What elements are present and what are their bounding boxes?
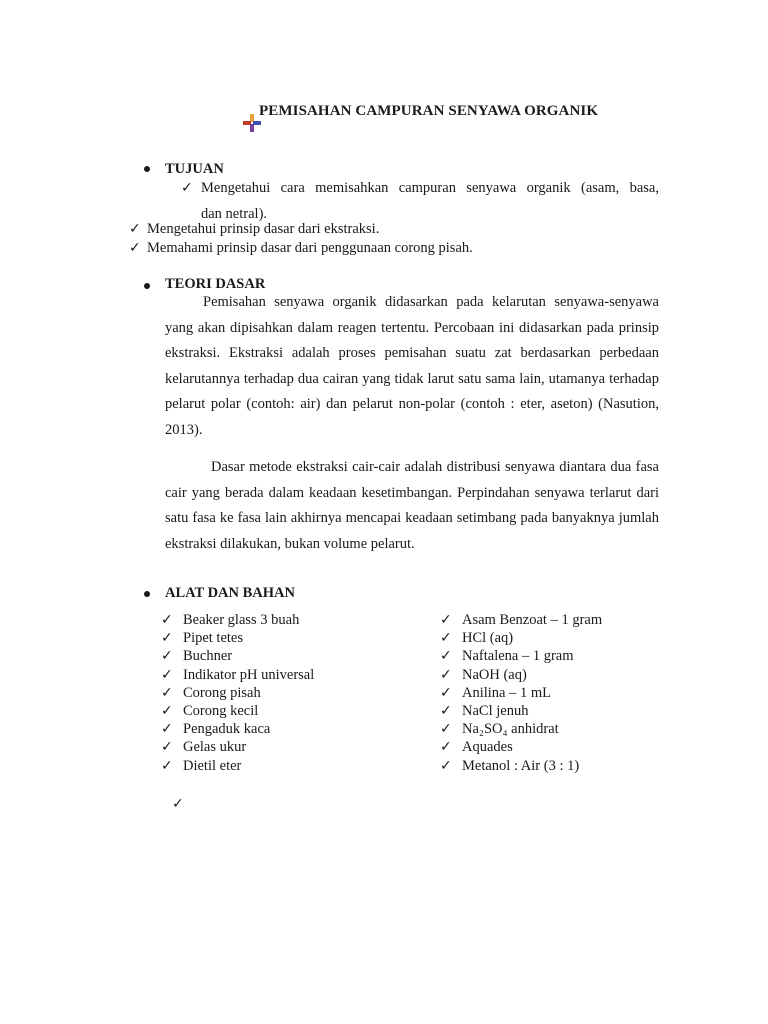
teori-paragraph-1-text: Pemisahan senyawa organik didasarkan pada kelarutan senyawa-senyawa yang akan dipisahkan dalam reagen tertentu. Percobaan ini didasarkan pada prinsip ekstraksi. Ekstraksi adalah proses pemisahan suatu zat berdasarkan perbedaan kelarutannya terhadap dua cairan yang tidak larut satu sama lain, utamanya terhadap pelarut polar (contoh: air) dan pelarut non-polar (contoh : eter, aseton) (Nasution, 2013).: [165, 294, 659, 438]
check-icon: ✓: [440, 684, 452, 701]
bahan-item-label: Naftalena – 1 gram: [462, 648, 574, 665]
bahan-item: [440, 685, 551, 702]
alat-item: [161, 703, 258, 720]
bahan-item-label: Asam Benzoat – 1 gram: [462, 612, 603, 628]
check-icon: ✓: [161, 721, 173, 738]
check-icon: ✓: [440, 703, 452, 719]
check-icon: ✓: [129, 240, 141, 256]
section-heading-teori: TEORI DASAR: [165, 276, 266, 292]
bullet-icon: [144, 166, 150, 172]
check-icon: ✓: [181, 180, 193, 196]
alat-item: [161, 667, 314, 684]
alat-item: [161, 758, 241, 775]
bahan-item: [440, 612, 602, 629]
tujuan-item-1: Mengetahui cara memisahkan campuran senyawa organik (asam, basa,: [201, 180, 659, 196]
section-heading-tujuan: TUJUAN: [165, 161, 224, 177]
check-icon: ✓: [440, 739, 452, 756]
bahan-item-label: Metanol : Air (3 : 1): [462, 757, 580, 774]
teori-paragraph-2: [165, 455, 659, 557]
page-title: PEMISAHAN CAMPURAN SENYAWA ORGANIK: [259, 103, 599, 119]
section-heading-alat: ALAT DAN BAHAN: [165, 585, 295, 601]
check-icon: ✓: [161, 757, 173, 774]
check-icon: ✓: [440, 630, 452, 647]
alat-item: [161, 612, 299, 629]
teori-paragraph-1: [165, 290, 659, 444]
bahan-item-label: NaOH (aq): [462, 666, 527, 683]
check-icon: ✓: [440, 666, 452, 683]
check-icon: ✓: [161, 630, 173, 647]
alat-item-label: Corong pisah: [183, 684, 261, 701]
check-icon: ✓: [440, 648, 452, 665]
tujuan-item-2: Mengetahui prinsip dasar dari ekstraksi.: [147, 221, 380, 237]
check-icon: ✓: [161, 666, 173, 683]
check-icon: ✓: [129, 221, 141, 237]
bahan-item: [440, 739, 513, 756]
bullet-icon: [144, 591, 150, 597]
check-icon: ✓: [161, 612, 173, 628]
alat-item-label: Indikator pH universal: [183, 666, 315, 683]
bahan-item-label: Aquades: [462, 739, 513, 756]
check-icon: ✓: [161, 703, 173, 719]
alat-item-label: Gelas ukur: [183, 739, 247, 756]
check-icon: ✓: [440, 757, 452, 774]
empty-check-icon: ✓: [172, 796, 184, 812]
bahan-item: [440, 758, 579, 775]
check-icon: ✓: [161, 684, 173, 701]
bahan-item-label: Anilina – 1 mL: [462, 684, 552, 701]
alat-item-label: Dietil eter: [183, 757, 242, 774]
alat-item: [161, 648, 232, 665]
alat-item-label: Buchner: [183, 648, 233, 665]
check-icon: ✓: [161, 739, 173, 756]
bahan-item: [440, 667, 527, 684]
alat-item-label: Beaker glass 3 buah: [183, 612, 300, 628]
alat-item: [161, 739, 246, 756]
alat-item: [161, 685, 261, 702]
bahan-item-label: HCl (aq): [462, 630, 514, 647]
bullet-icon: [144, 283, 150, 289]
tujuan-item-3: Memahami prinsip dasar dari penggunaan corong pisah.: [147, 240, 473, 256]
teori-paragraph-2-text: Dasar metode ekstraksi cair-cair adalah distribusi senyawa diantara dua fasa cair yang berada dalam keadaan kesetimbangan. Perpindahan senyawa terlarut dari satu fasa ke fasa lain akhirnya mencapai keadaan setimbang pada banyaknya jumlah ekstraksi dilakukan, bukan volume pelarut.: [165, 459, 659, 552]
bahan-item: [440, 630, 513, 647]
bahan-item: [440, 648, 574, 665]
check-icon: ✓: [161, 648, 173, 665]
alat-item: [161, 721, 270, 738]
alat-item-label: Corong kecil: [183, 703, 259, 719]
check-icon: ✓: [440, 612, 452, 628]
alat-item-label: Pipet tetes: [183, 630, 244, 647]
check-icon: ✓: [440, 721, 452, 738]
bahan-item: [440, 703, 528, 720]
bahan-item-label: Na₂SO₄ anhidrat: [462, 721, 559, 738]
bahan-item: [440, 721, 559, 738]
alat-item-label: Pengaduk kaca: [183, 721, 271, 738]
alat-item: [161, 630, 243, 647]
tujuan-item-1-cont: dan netral).: [201, 206, 268, 222]
bahan-item-label: NaCl jenuh: [462, 703, 529, 719]
